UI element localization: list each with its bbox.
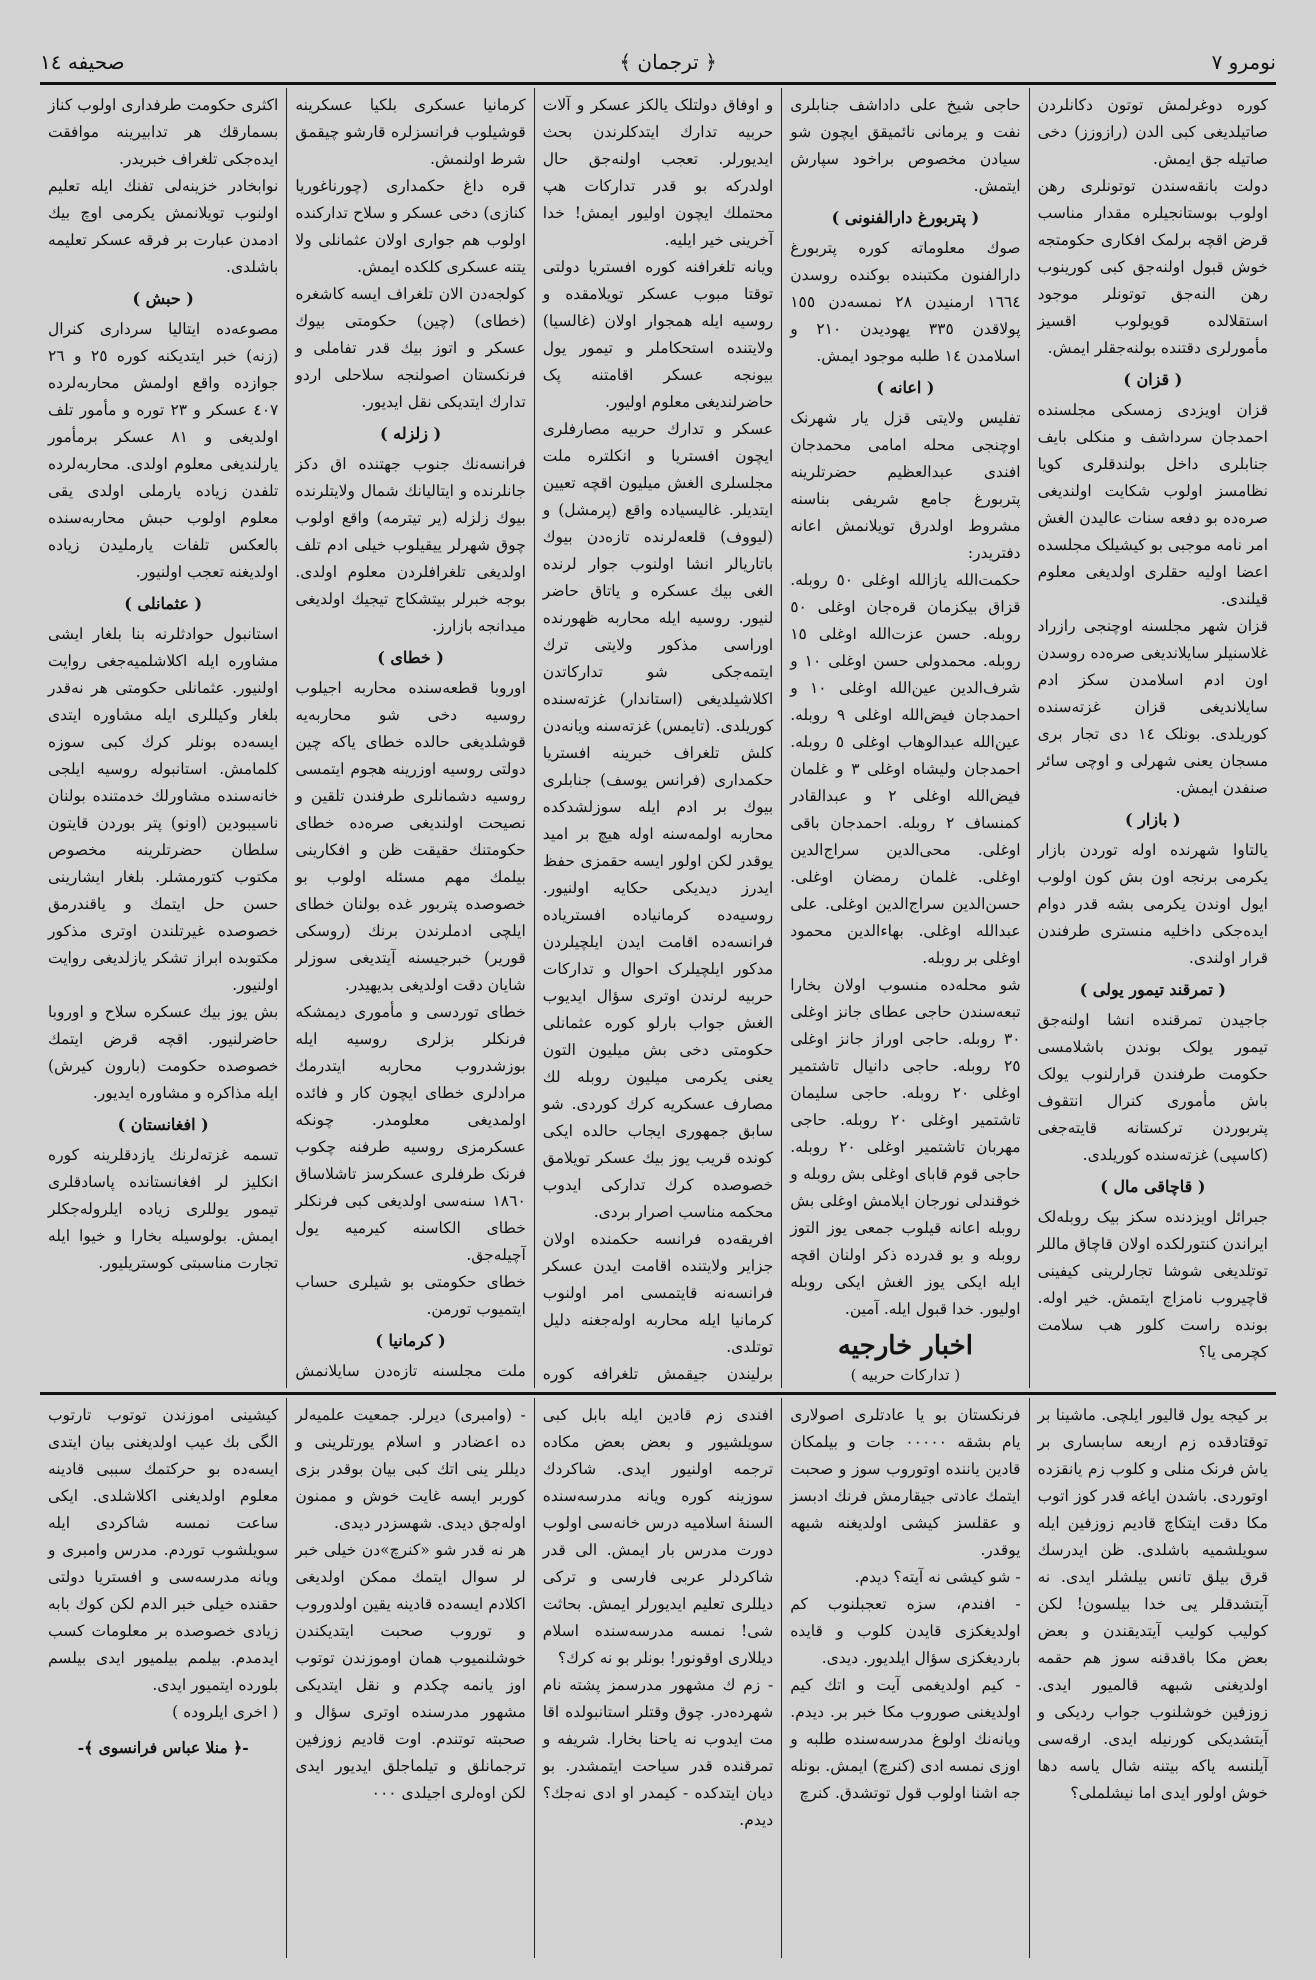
- article-paragraph: کوره دوغرلمش توتون دکانلردن صاتیلدیغی کبی الدن (رازوزز) دخی صاتیله جق ایمش.: [1037, 96, 1268, 168]
- article-paragraph: عسکر و تدارك حربیه مصارفلری ایچون افستریا و انکلتره ملت مجلسلری الغش میلیون اقچه تعیین ایتدیلر. غالیسیاده واقع (پرمشل) و (لیووف) قلعه‌لرنده تازه‌دن بیوك باتاریالر انشا اولنوب جوار لرنده الغی بیك عسکره و یاتاق حاضر لنیور. روسیه ایله محاربه ظهورنده اوراسی مذکور ولایتی ترك ایتمه‌جکی شو تدارکاتدن اکلاشیلدیغی (استاندار) غزته‌سنده کوریلدی. (تایمس) غزته‌سنه ویانه‌دن کلش تلغراف خبرینه افستریا حکمداری (فرانس یوسف) جنابلری بیوك بر ادم ایله سوزلشدکده محاربه اولمه‌سنه اوله هیچ بر امید یوقدر لکن اولور ایسه حقمزی حفظ ایدرز دیدیکی حکایه اولنیور. روسیه‌ده کرمانیاده افستریاده فرانسه‌ده اقامت ایدن ایلچیلردن مدکور ایلچیلرک احوال و تدارکات حربیه لرندن اوتری سؤال ایدیوب الغش جواب بارلو کوره عثمانلی حکومتی دخی بش میلیون التون یعنی یکرمی میلیون روبله لك مصارف عسکریه کرك کوردی. شو سابق جمهوری ایجاب حالده ایکی کونده قریب یوز بیك عسکر تویلامق خصوصده کرك تدارکی ایدوب محکمه مناسب اصرار بردی.: [542, 420, 774, 1221]
- upper-column-2: [782, 88, 1029, 1388]
- section-heading: ( افغانستان ): [117, 1115, 209, 1134]
- article-paragraph: ویانه تلغرافنه کوره افستریا دولتی توقتا مبوب عسکر تویلامقده و روسیه ایله همجوار اولان (غالسیا) ولایتنده استحکاملر و تیمور یول بیونجه عسکر اقامتنه پک حاضرلندیغی معلوم اولیور.: [542, 258, 774, 411]
- page-header: [40, 40, 1276, 84]
- section-heading: ( خطای ): [377, 648, 444, 667]
- section-heading: ( کرمانیا ): [375, 1331, 446, 1350]
- upper-column-4: [287, 88, 534, 1388]
- article-paragraph: هر نه قدر شو «کنرچ»دن خیلی خبر لر سوال ایتمك ممکن اولدیغی اکلادم ایسه‌ده قادینه یقین اولدوروب و توروب صحبت ایتدیکندن خوشلنمیوب همان اوموزندن توتوب اوز یانمه چکدم و نقل ایتدیکی مشهور مدرسنده اوتری سؤال و صحبته توتندم. اوت قادیم زوزفین ترجمانلق و تیلماجلق ایدیور ایدی لکن اوه‌لری اجیلدی ٠٠٠: [295, 1541, 526, 1802]
- upper-column-5: [40, 88, 287, 1388]
- article-paragraph: بر کیجه یول قالیور ایلچی. ماشینا بر توقتادقده زم اربعه سابساری بر یاش فرنک منلی و کلوب زم یانقزده اوتوردی. باشدن ایاغه قدر کوز اتوب مکا دقت ایتکاچ قادیم زوزفین ایله سویلشمیه باشلدی. ظن ایدرسك قرق بیلق تانس بیلشلر ایدی. نه آیتشدقلر یی خدا بیلسون! لکن کولیب کولیب آیتدیقندن و بعض بعض مکا باقدقنه سوز هم حقمه اولدیغنی شبهه قالمیور ایدی. زوزفین خوشلنوب جواب ردیکی و آیتشدیکی کورنیله ایدی. ارقه‌سی آیلنسه یاکه بیتنه شال یاسه دها خوش اولور ایدی اما نیشلملی؟: [1037, 1406, 1268, 1802]
- lower-columns: [40, 1398, 1276, 1958]
- article-paragraph: افریقه‌ده فرانسه حکمنده اولان جزایر ولایتنده اقامت ایدن عسکر فرانسه‌نه قایتمسی امر اولنوب کرمانیا ایله محاربه اوله‌جغنه دلیل توتلدی.: [542, 1230, 774, 1356]
- article-paragraph: تفلیس ولایتی قزل یار شهرنک اوچنجی محله امامی محمدجان افندی عبدالعظیم حضرتلرینه پتربورغ جامع شریفی بناسنه مشروط اولدرق تویلانمش اعانه دفتریدر:: [790, 409, 1021, 562]
- article-paragraph: قزان اویزدی زمسکی مجلسنده احمدجان سرداشف و منکلی بایف جنابلری داخل بولندقلری کویا نظامسز اولوب شکایت اولندیغی صره‌ده بو دفعه سنات عالیدن الغش امر نامه موجبی بو کیشیلک مجلسده اعضا اولیه حقلری اولدیغی معلوم قیلندی.: [1037, 401, 1268, 608]
- issue-number: نومرو ٧: [1211, 50, 1276, 74]
- section-heading: ( قاچاقی مال ): [1100, 1177, 1206, 1196]
- article-paragraph: شو محله‌ده منسوب اولان بخارا تبعه‌سندن حاجی عطای جانز اوغلی ٣٠ روبله. حاجی اوراز جانز اوغلی ٢٥ روبله. حاجی دانیال تاشتمیر اوغلی ٢٠ روبله. حاجی سلیمان تاشتمیر اوغلی ٢٠ روبله. حاجی مهربان تاشتمیر اوغلی ٢٠ روبله. حاجی قوم قابای اوغلی بش روبله و خوقندلی نورجان ایلامش اوغلی بش روبله اعانه قیلوب جمعی یوز التوز روبله و بو قدرده ذکر اولنان اقچه ایله ایکی یوز الغش ایکی روبله اولیور. خدا قبول ایله. آمین.: [790, 976, 1021, 1318]
- article-paragraph: تسمه غزته‌لرنك یازدقلرینه کوره انکلیز لر افغانستانده پاسادقلری تیمور یوللری زیاده ایلروله‌جکلر ایمش. بولوسیله بخارا و خیوا ایله تجارت مناسبتی کوستریلیور.: [47, 1146, 279, 1272]
- article-paragraph: قره داغ حکمداری (چورناغوریا کنازی) دخی عسکر و سلاح تدارکنده اولوب هم جواری اولان عثمانلی ولا یتنه عسکری کلکده ایمش.: [295, 177, 526, 276]
- article-paragraph: ملت مجلسنه تازه‌دن سایلانمش: [295, 1362, 526, 1380]
- article-paragraph: - شو کیشی نه آیته؟ دیدم.: [854, 1568, 1021, 1586]
- section-heading: ( بازار ): [1125, 810, 1181, 829]
- article-paragraph: اکثری حکومت طرفداری اولوب کناز بسمارقك هر تدابیرینه موافقت ایده‌جکی تلغراف خبریدر.: [47, 96, 279, 168]
- lower-column-1: [1030, 1398, 1276, 1958]
- article-paragraph: - (وامبری) دیرلر. جمعیت علمیه‌لر ده اعضادر و اسلام یورتلرینی و دیللر ینی اتك کبی بیان بوقدر بزی کوربر ایسه غایت خوش و ممنون اوله‌جق دیدی. شهسزدر دیدی.: [295, 1406, 526, 1532]
- lower-column-2: [782, 1398, 1029, 1958]
- section-banner: اخبار خارجیه: [837, 1331, 973, 1361]
- article-paragraph: قزان شهر مجلسنه اوچنجی رازراد غلاسنیلر سایلاندیغی صره‌ده روسدن اون ادم اسلامدن سکز ادم سایلاندیغی قزان غزته‌سنده کوریلدی. بونلک ١٤ دی تجار بری مسجان یعنی شهرلی و اوچی سائر صنفدن ایمش.: [1037, 617, 1268, 797]
- article-paragraph: اوروبا قطعه‌سنده محاربه اجیلوب روسیه دخی شو محاربه‌یه قوشلدیغی حالده خطای یاکه چین دولتی روسیه اوزرینه هجوم ایتمسی روسیه دشمانلری طرفندن تلقین و نصیحت اولندیغی صره‌ده خطای حکومتنك حقیقت ظن و افکارینی بیلمك مهم مسئله اولوب بو خصوصده پتربور غده بولنان خطای ایلچی ادملرندن برنك (روسکی قوریر) خبرجیسنه آیتدیغی سوزلر شایان دقت اولدیغی بدیهیدر.: [295, 679, 526, 994]
- lower-column-3: [535, 1398, 782, 1958]
- section-subheading: ( تدارکات حربیه ): [850, 1366, 961, 1384]
- article-paragraph: بش یوز بیك عسکره سلاح و اوروبا حاضرلنیور. اقچه قرض ایتمك خصوصده حکومت (بارون کیرش) ایله مذاکره و مشاوره ایدیور.: [47, 1003, 279, 1102]
- article-paragraph: و اوفاق دولتلک یالکز عسکر و آلات حربیه تدارك ایتدکلرندن بحث ایدیورلر. تعجب اولنه‌جق حال اولدرکه بو قدر تدارکات هپ محتملك ایچون اولیور ایمش! خدا آخرینی خیر ایلیه.: [542, 96, 774, 249]
- article-paragraph: - افندم، سزه تعجبلنوب کم اولدیغکزی قایدن کلوب و قایده باردیغکزی سؤال ایلدیور. دیدی.: [790, 1595, 1021, 1667]
- header-rule: [40, 82, 1276, 85]
- article-paragraph: جاجیدن تمرقنده انشا اولنه‌جق تیمور یولک بوندن باشلامسی حکومت طرفندن قرارلنوب یولک باش مأموری کنرال انتقوف پتربوردن ترکستانه قایته‌جغی (کاسپی) غزته‌سنده کوریلدی.: [1037, 1011, 1268, 1164]
- section-heading: ( حبش ): [132, 289, 194, 308]
- section-heading: ( اعانه ): [876, 378, 935, 397]
- article-paragraph: حکمت‌الله یازالله اوغلی ٥٠ روبله. قزاق بیکزمان قره‌جان اوغلی ٥٠ روبله. حسن عزت‌الله اوغلی ١٥ روبله. محمدولی حسن اوغلی ١٠ و شرف‌الدین عین‌الله اوغلی ١٠ و احمدجان فیض‌الله اوغلی ٩ روبله. عین‌الله عبدالوهاب اوغلی ٥ روبله. احمدجان ولیشاه اوغلی ٣ و غلمان فیض‌الله اوغلی ٢ و عبدالقادر کمنساف ٢ روبله. احمدجان باقی اوغلی. محی‌الدین سراج‌الدین اوغلی. غلمان رمضان اوغلی. حسن‌الدین سراج‌الدین اوغلی. علی عبدالله اوغلی. بهاءالدین محمود اوغلی بر روبله.: [790, 571, 1021, 967]
- page-number: صحیفه ١٤: [40, 50, 125, 74]
- article-paragraph: کولجه‌دن الان تلغراف ایسه کاشغره (خطای) (چین) حکومتی بیوك عسکر و اتوز بیك قدر تفاملی و فرنکستان اصولنجه سلاحلی اردو تدارك ایتدیکی نقل ایدیور.: [295, 285, 526, 411]
- article-paragraph: جبرائل اویزدنده سکز بیک روبله‌لک ایراندن کنتورلکده اولان قاچاق ماللر توتلدیغی شوشا تجارلرینی کیفینی قاچیروب نامزاج ایتمش. خیر اوله. بونده راست کلور هب سلامت کچرمی یا؟: [1037, 1208, 1268, 1361]
- masthead-title: ﴿ ترجمان ﴾: [619, 50, 717, 74]
- upper-column-3: [535, 88, 782, 1388]
- article-paragraph: فرانسه‌نك جنوب جهتنده اق دکز جانلرنده و ایتالیانك شمال ولایتلرنده بیوك زلزله (یر تیترمه) واقع اولوب چوق شهرلر ییقیلوب خیلی ادم تلف اولدیغی تلغرافلردن معلوم اولدی. بوجه خبرلر بیتشکاج تیجیك اولدیغی میدانجه بازارز.: [295, 455, 526, 635]
- article-paragraph: افندی زم قادین ایله بابل کبی سویلشیور و بعض بعض مکاده ترجمه اولنیور ایدی. شاکردك سوزینه کوره ویانه مدرسه‌سنده السنهٔ اسلامیه درس خانه‌سی اولوب دورت مدرس بار ایمش. الی قدر شاکردلر عربی فارسی و ترکی دیللری تعلیم ایدیورلر ایمش. بحاثت شی! نمسه مدرسه‌سنده اسلام دیللاری اوقونور! بونلر بو نه کرك؟: [542, 1406, 774, 1667]
- section-heading: ( قزان ): [1123, 370, 1183, 389]
- article-paragraph: فرنکستان بو یا عادتلری اصولاری یام بشقه ٠٠٠٠٠ جات و بیلمکان قادین یاننده اوتوروب سوز و صحبت ایتمك عادتی جیقارمش فرنك ادبسز و عقلسز کیشی اولدیغنه شبهه یوقدر.: [790, 1406, 1021, 1559]
- article-paragraph: برلیندن جیقمش تلغرافه کوره: [542, 1365, 774, 1383]
- article-paragraph: مصوعه‌ده ایتالیا سرداری کنرال (زنه) خبر ایتدیکنه کوره ٢٥ و ٢٦ جوازده واقع اولمش محاربه‌لرده ٤٠٧ عسکر و ٢٣ توره و مأمور تلف اولدیغی و ٨١ عسکر برمأمور یارلندیغی معلوم اولدی. محاربه‌لرده تلفدن زیاده یارملی اولدی یقی معلوم اولوب حبش محاربه‌سنده بالعکس تلفات یارملیدن زیاده اولدیغنه تعجب اولنیور.: [47, 320, 279, 581]
- section-divider: [40, 1392, 1276, 1395]
- upper-columns: [40, 88, 1276, 1388]
- lower-column-5: [40, 1398, 287, 1958]
- article-paragraph: کیشینی اموزندن توتوب تارتوب الگی بك عیب اولدیغنی بیان ایتدی ایسه‌ده بو حرکتمك سببی قادینه معلوم اولدیغنی اکلاشلدی. ایکی ساعت نمسه شاکردی ایله سویلشوب توردم. مدرس وامبری و ویانه مدرسه‌سی و افستریا دولتی حقنده خیلی خبر الدم لکن کوك بابه زیادی خصوصده بر معلومات کسب ایدمدم. بیلمم بیلمیور ایدی بیلسم بلورده ایتمیور ایدی.: [47, 1406, 279, 1694]
- lower-column-4: [287, 1398, 534, 1958]
- article-paragraph: حاجی شیخ علی داداشف جنابلری نفت و یرمانی نائمیقق ایچون شو سیادن مخصوص براخود سپارش ایتمش.: [790, 96, 1021, 195]
- section-heading: ( زلزله ): [379, 424, 442, 443]
- article-paragraph: - کیم اولدیغمی آیت و اتك کیم اولدیغنی صوروب مکا خبر بر. دیدم. ویانه‌نك اولوغ مدرسه‌سنده طلبه و اوزی نمسه ادی (کنرچ) ایمش. بونله جه اشنا اولوب قول توتشدق. کنرچ: [790, 1676, 1021, 1802]
- article-paragraph: دولت بانقه‌سندن توتونلری رهن اولوب بوستانجیلره مقدار مناسب قرض اقچه برلمک افکاری حکومتجه خوش قبول اولنه‌جق کبی کورینوب رهن النه‌جق توتونلر موجود استقلالده قویولوب اقسیز مأمورلری دقتنده بولنه‌جقلر ایمش.: [1037, 177, 1268, 357]
- section-heading: ( عثمانلی ): [124, 594, 203, 613]
- article-paragraph: یالتاوا شهرنده اوله توردن بازار یکرمی برنجه اون بش کون اولوب ایول اوندن یکرمی بشه قدر دوام ایده‌جکی داخلیه منستری طرفندن قرار اولندی.: [1037, 841, 1268, 967]
- article-paragraph: نوابخادر خزینه‌لی تفنك ایله تعلیم اولنوب تویلانمش یکرمی اوچ بیك ادمدن عبارت بر فرقه عسکر تعلیمه باشلدی.: [47, 177, 279, 276]
- article-paragraph: ( اخری ایلروده ): [172, 1703, 279, 1721]
- section-heading: ( تمرقند تیمور یولی ): [1079, 980, 1226, 999]
- article-paragraph: کرمانیا عسکری بلکیا عسکرینه قوشیلوب فرانسزلره قارشو چیقمق شرط اولنمش.: [295, 96, 526, 168]
- article-paragraph: - زم ك مشهور مدرسمز پشته نام شهرده‌در. چوق وقتلر استانبولده اقا مت ایدوب نه یاحنا بخارا. شریفه و تمرقنده قدر سیاحت ایتمشدر. بو دیان ایتدکده - کیمدر او ادی نه‌جك؟ دیدم.: [542, 1676, 774, 1829]
- article-paragraph: خطای توردسی و مأموری دیمشکه فرنکلر بزلری روسیه ایله بوزشدروب محاربه ایتدرمك مرادلری خطای ایچون کار و فائده اولمدیغی معلومدر. چونکه عسکرمزی روسیه طرفنه چکوب فرنک طرفلری عسکرسز تاشلاساق ١٨٦٠ سنه‌سی اولدیغی کبی فرنکلر خطای الکاسنه کیرمیه یول آچیله‌جق.: [295, 1003, 526, 1264]
- upper-column-1: [1030, 88, 1276, 1388]
- section-heading: ( پتربورغ دارالفنونی ): [831, 208, 980, 227]
- article-paragraph: خطای حکومتی بو شیلری حساب ایتمیوب تورمن.: [295, 1273, 526, 1318]
- article-paragraph: استانبول حوادثلرنه بنا بلغار ایشی مشاوره ایله اکلاشلمیه‌جغی روایت اولنیور. عثمانلی حکومتی هر نه‌قدر بلغار وکیللری ایله مشاوره ایتدی ایسه‌ده بونلر کرك کبی سوزه کلمامش. استانبوله روسیه ایلجی خانه‌سنده مشاورلك خدمتنده بولنان ناسیبودین (اونو) پتر بوردن قایتون سلطان حضرتلرینه مخصوص مکتوب کتورمشلر. بلغار ایشارینی حسن حل ایتمك و یاقندرمق خصوصده غیرتلندن اوتری مذکور مکتوبده ابراز تشکر یازلدیغی روایت اولنیور.: [47, 625, 279, 994]
- author-signature: -﴿ منلا عباس فرانسوی ﴾-: [77, 1738, 249, 1757]
- article-paragraph: صوك معلوماته کوره پتربورغ دارالفنون مکتبنده بوکنده روسدن ١٦٦٤ ارمنیدن ٢٨ نمسه‌دن ١٥٥ پولاقدن ٣٣٥ یهودیدن ٢١٠ و اسلامدن ١٤ طلبه موجود ایمش.: [790, 239, 1021, 365]
